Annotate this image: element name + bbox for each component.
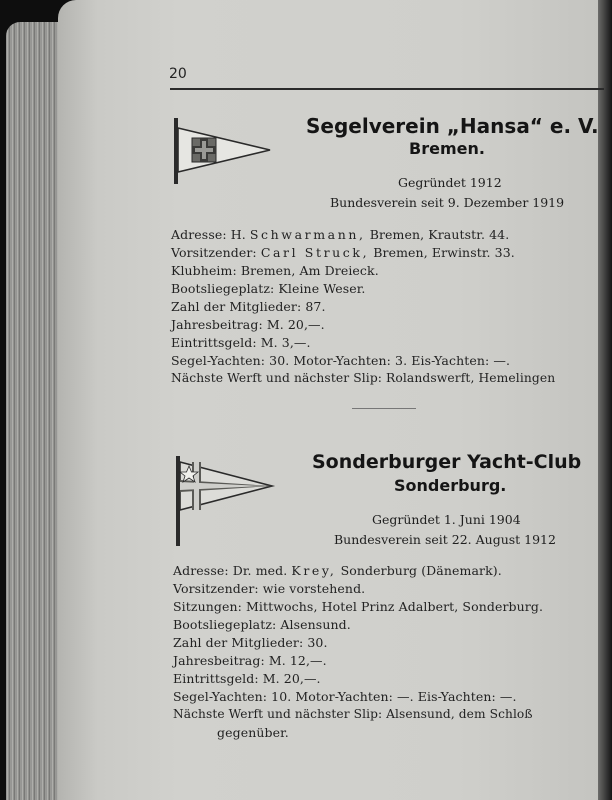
yachts-sonderburg: Segel-Yachten: 10. Motor-Yachten: —. Eis-Yachten: —.	[173, 689, 517, 704]
page-number: 20	[169, 66, 187, 82]
address-rest: Bremen, Krautstr. 44.	[369, 227, 510, 242]
entry-fee-sonderburg: Eintrittsgeld: M. 20,—.	[173, 671, 321, 686]
header-rule	[170, 88, 604, 90]
annual-fee-hansa: Jahresbeitrag: M. 20,—.	[171, 317, 325, 332]
shipyard-continued-sonderburg: gegenüber.	[217, 725, 289, 740]
address-hansa	[171, 227, 509, 242]
clubhouse-hansa: Klubheim: Bremen, Am Dreieck.	[171, 263, 379, 278]
annual-fee-sonderburg: Jahresbeitrag: M. 12,—.	[173, 653, 327, 668]
chairman-sonderburg: Vorsitzender: wie vorstehend.	[173, 581, 366, 596]
chairman-rest: Bremen, Erwinstr. 33.	[373, 245, 515, 260]
members-hansa: Zahl der Mitglieder: 87.	[171, 299, 326, 314]
shipyard-sonderburg: Nächste Werft und nächster Slip: Alsensund, dem Schloß	[173, 707, 533, 721]
chairman-hansa	[171, 245, 515, 260]
federation-hansa: Bundesverein seit 9. Dezember 1919	[330, 195, 565, 210]
address-prefix: H.	[230, 227, 246, 242]
meetings-sonderburg: Sitzungen: Mittwochs, Hotel Prinz Adalbert, Sonderburg.	[173, 599, 544, 614]
club-city-hansa: Bremen.	[409, 139, 485, 158]
chairman-person: Carl Struck,	[260, 245, 370, 260]
chairman-label: Vorsitzender:	[171, 245, 257, 260]
section-divider	[352, 408, 416, 409]
gutter-shadow	[598, 0, 612, 800]
address-label: Adresse:	[171, 227, 227, 242]
yachts-hansa: Segel-Yachten: 30. Motor-Yachten: 3. Eis-Yachten: —.	[171, 353, 511, 368]
moorings-sonderburg: Bootsliegeplatz: Alsensund.	[173, 617, 351, 632]
founded-sonderburg: Gegründet 1. Juni 1904	[372, 512, 521, 527]
address-label: Adresse:	[173, 563, 229, 578]
address-rest: Sonderburg (Dänemark).	[340, 563, 502, 578]
federation-sonderburg: Bundesverein seit 22. August 1912	[334, 532, 556, 547]
club-name-sonderburg: Sonderburger Yacht-Club	[312, 451, 582, 473]
address-prefix: Dr. med.	[232, 563, 288, 578]
hansa-pennant-flag-icon	[172, 118, 274, 184]
club-city-sonderburg: Sonderburg.	[394, 476, 507, 495]
address-sonderburg	[173, 563, 502, 578]
club-name-hansa: Segelverein „Hansa“ e. V.	[306, 114, 599, 138]
address-person: Schwarmann,	[249, 227, 366, 242]
founded-hansa: Gegründet 1912	[398, 175, 502, 190]
shipyard-hansa: Nächste Werft und nächster Slip: Rolandswerft, Hemelingen	[171, 371, 556, 385]
sonderburg-pennant-flag-icon	[172, 456, 276, 546]
address-person: Krey,	[291, 563, 337, 578]
entry-fee-hansa: Eintrittsgeld: M. 3,—.	[171, 335, 311, 350]
members-sonderburg: Zahl der Mitglieder: 30.	[173, 635, 328, 650]
moorings-hansa: Bootsliegeplatz: Kleine Weser.	[171, 281, 366, 296]
